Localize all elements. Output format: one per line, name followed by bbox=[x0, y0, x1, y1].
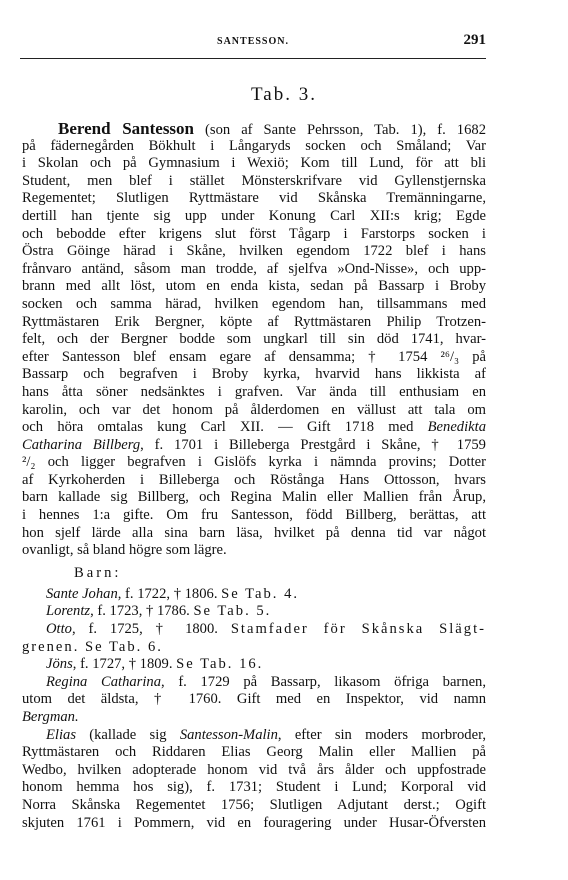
child-entry bbox=[22, 674, 486, 692]
text-line: barn kallade sig Billberg, och Regina Malin eller Mallien från Årup, bbox=[22, 489, 486, 506]
child-entry bbox=[22, 656, 486, 674]
text-line: på fädernegården Bökhult i Långaryds socken och Småland; Var bbox=[22, 137, 486, 154]
text-fragment: (son af Sante Pehrsson, Tab. 1), f. 1682 bbox=[194, 122, 486, 138]
child-dates: , f. 1727, † 1809. bbox=[72, 656, 177, 673]
table-reference: Se Tab. 5. bbox=[193, 603, 272, 620]
text-line: felt, och der Bergner bodde som ungkarl till sin död 1741, hvar- bbox=[22, 331, 486, 348]
child-name: Jöns bbox=[46, 656, 73, 673]
child-entry bbox=[22, 603, 486, 621]
text-fragment: , f. 1701 i Billeberga Prestgård i Skåne, † 1759 bbox=[140, 436, 486, 453]
text-line: Bassarp och begrafven i Broby kyrka, hvarvid hans likkista af bbox=[22, 366, 486, 383]
text-line: frånvaro antänd, såsom man trodde, af sjelfva »Ond-Nisse», och upp- bbox=[22, 260, 486, 277]
child-entry bbox=[22, 621, 486, 639]
wife-name-cont: Catharina Billberg bbox=[22, 436, 141, 453]
text-line: i hennes 1:a gifte. Om fru Santesson, född Billberg, berättas, att bbox=[22, 507, 486, 524]
text-line: utom det äldsta, † 1760. Gift med en Inspektor, vid namn bbox=[22, 691, 486, 708]
child-entry bbox=[22, 586, 486, 604]
child-dates: , f. 1725, † 1800. bbox=[71, 621, 231, 638]
child-dates: , f. 1723, † 1786. bbox=[90, 603, 194, 620]
child-name: Sante Johan bbox=[46, 585, 118, 602]
table-reference: Stamfader för Skånska Slägt- bbox=[230, 621, 486, 638]
text-line: Norra Skånska Regementet 1756; Slutligen Adjutant derst.; Ogift bbox=[22, 796, 486, 813]
running-title: SANTESSON. bbox=[217, 36, 289, 47]
text-line: brann med allt löst, utom en enda kista, sedan på Bassarp i Broby bbox=[22, 278, 486, 295]
body-text bbox=[22, 120, 486, 832]
person-name: Berend Santesson bbox=[58, 119, 195, 138]
children-list bbox=[22, 586, 486, 832]
text-line bbox=[22, 419, 486, 437]
children-heading: Barn: bbox=[74, 564, 122, 581]
text-line: honom hemma hos sig), f. 1731; Student i Lund; Korporal vid bbox=[22, 779, 486, 796]
page-number: 291 bbox=[463, 32, 486, 48]
child-name: Otto bbox=[46, 621, 72, 638]
text-line: i Skolan och på Gymnasium i Wexiö; Kom till Lund, för att bli bbox=[22, 155, 486, 172]
wife-name: Benedikta bbox=[427, 419, 486, 436]
child-dates: , f. 1722, † 1806. bbox=[117, 585, 222, 602]
text-line: ²/₂ och ligger begrafven i Gislöfs kyrka i nämnda provins; Dotter bbox=[22, 454, 486, 471]
text-line bbox=[22, 437, 486, 455]
text-line: hon sjelf lärde alla sina barn läsa, hvilket på denna tid var något bbox=[22, 524, 486, 541]
text-line: efter Santesson blef ensam egare af densamma; † 1754 ²⁶/₃ på bbox=[22, 348, 486, 365]
text-line: karolin, och var det honom på ålderdomen en vällust att tala om bbox=[22, 401, 486, 418]
text-fragment: , efter sin moders morbroder, bbox=[277, 726, 486, 743]
header-rule bbox=[20, 58, 486, 59]
text-line: Student, men blef i stället Mönsterskrifvare vid Gyllenstjernska bbox=[22, 172, 486, 189]
section-heading: Tab. 3. bbox=[251, 84, 317, 105]
text-line: Wedbo, hvilken adopterade honom vid två års ålder och uppfostrade bbox=[22, 761, 486, 778]
text-line: Regementet; Slutligen Ryttmästare vid Skånska Tremänningarne, bbox=[22, 190, 486, 207]
page-header bbox=[20, 32, 486, 56]
text-fragment: och höra omtalas kung Carl XII. — Gift 1718 med bbox=[22, 419, 428, 436]
text-line: ovanligt, så bland högre som lägre. bbox=[22, 542, 227, 559]
table-reference: Se Tab. 16. bbox=[176, 656, 264, 673]
text-fragment: (kallade sig bbox=[76, 726, 180, 743]
main-paragraph bbox=[22, 120, 486, 560]
husband-name: Bergman. bbox=[22, 709, 79, 725]
text-line: Ryttmästaren Erik Bergner, köpte af Ryttmästaren Philip Trotzen- bbox=[22, 313, 486, 330]
text-line: af Kyrkoherden i Billeberga och Röstånga Hans Ottosson, hvars bbox=[22, 471, 486, 488]
text-line: Ryttmästaren och Riddaren Elias Georg Malin eller Mallien på bbox=[22, 744, 486, 761]
text-line bbox=[22, 709, 486, 727]
text-line: skjuten 1761 i Pommern, vid en fouragering under Husar-Öfversten bbox=[22, 814, 486, 831]
child-name: Lorentz bbox=[46, 603, 91, 620]
table-reference: Se Tab. 4. bbox=[221, 585, 300, 602]
text-line: hans åtta söner nedsänktes i grafven. Var ända till enthusiam en bbox=[22, 383, 486, 400]
nickname: Santesson-Malin bbox=[179, 726, 278, 743]
text-fragment: , f. 1729 på Bassarp, likasom öfriga barnen, bbox=[161, 673, 487, 690]
text-line bbox=[22, 120, 486, 138]
text-line: och bebodde efter krigens slut först Tågarp i Farstorps socken i bbox=[22, 225, 486, 242]
text-line: dertill han tjente sig upp under Konung Carl XII:s krig; Egde bbox=[22, 207, 486, 224]
child-name: Regina Catharina bbox=[46, 673, 162, 690]
child-name: Elias bbox=[46, 726, 76, 743]
text-line: socken och samma härad, hvilken egendom han, tillsammans med bbox=[22, 295, 486, 312]
child-entry bbox=[22, 727, 486, 745]
table-reference-cont: grenen. Se Tab. 6. bbox=[22, 638, 163, 655]
text-line: Östra Göinge härad i Skåne, hvilken egendom 1722 blef i hans bbox=[22, 243, 486, 260]
